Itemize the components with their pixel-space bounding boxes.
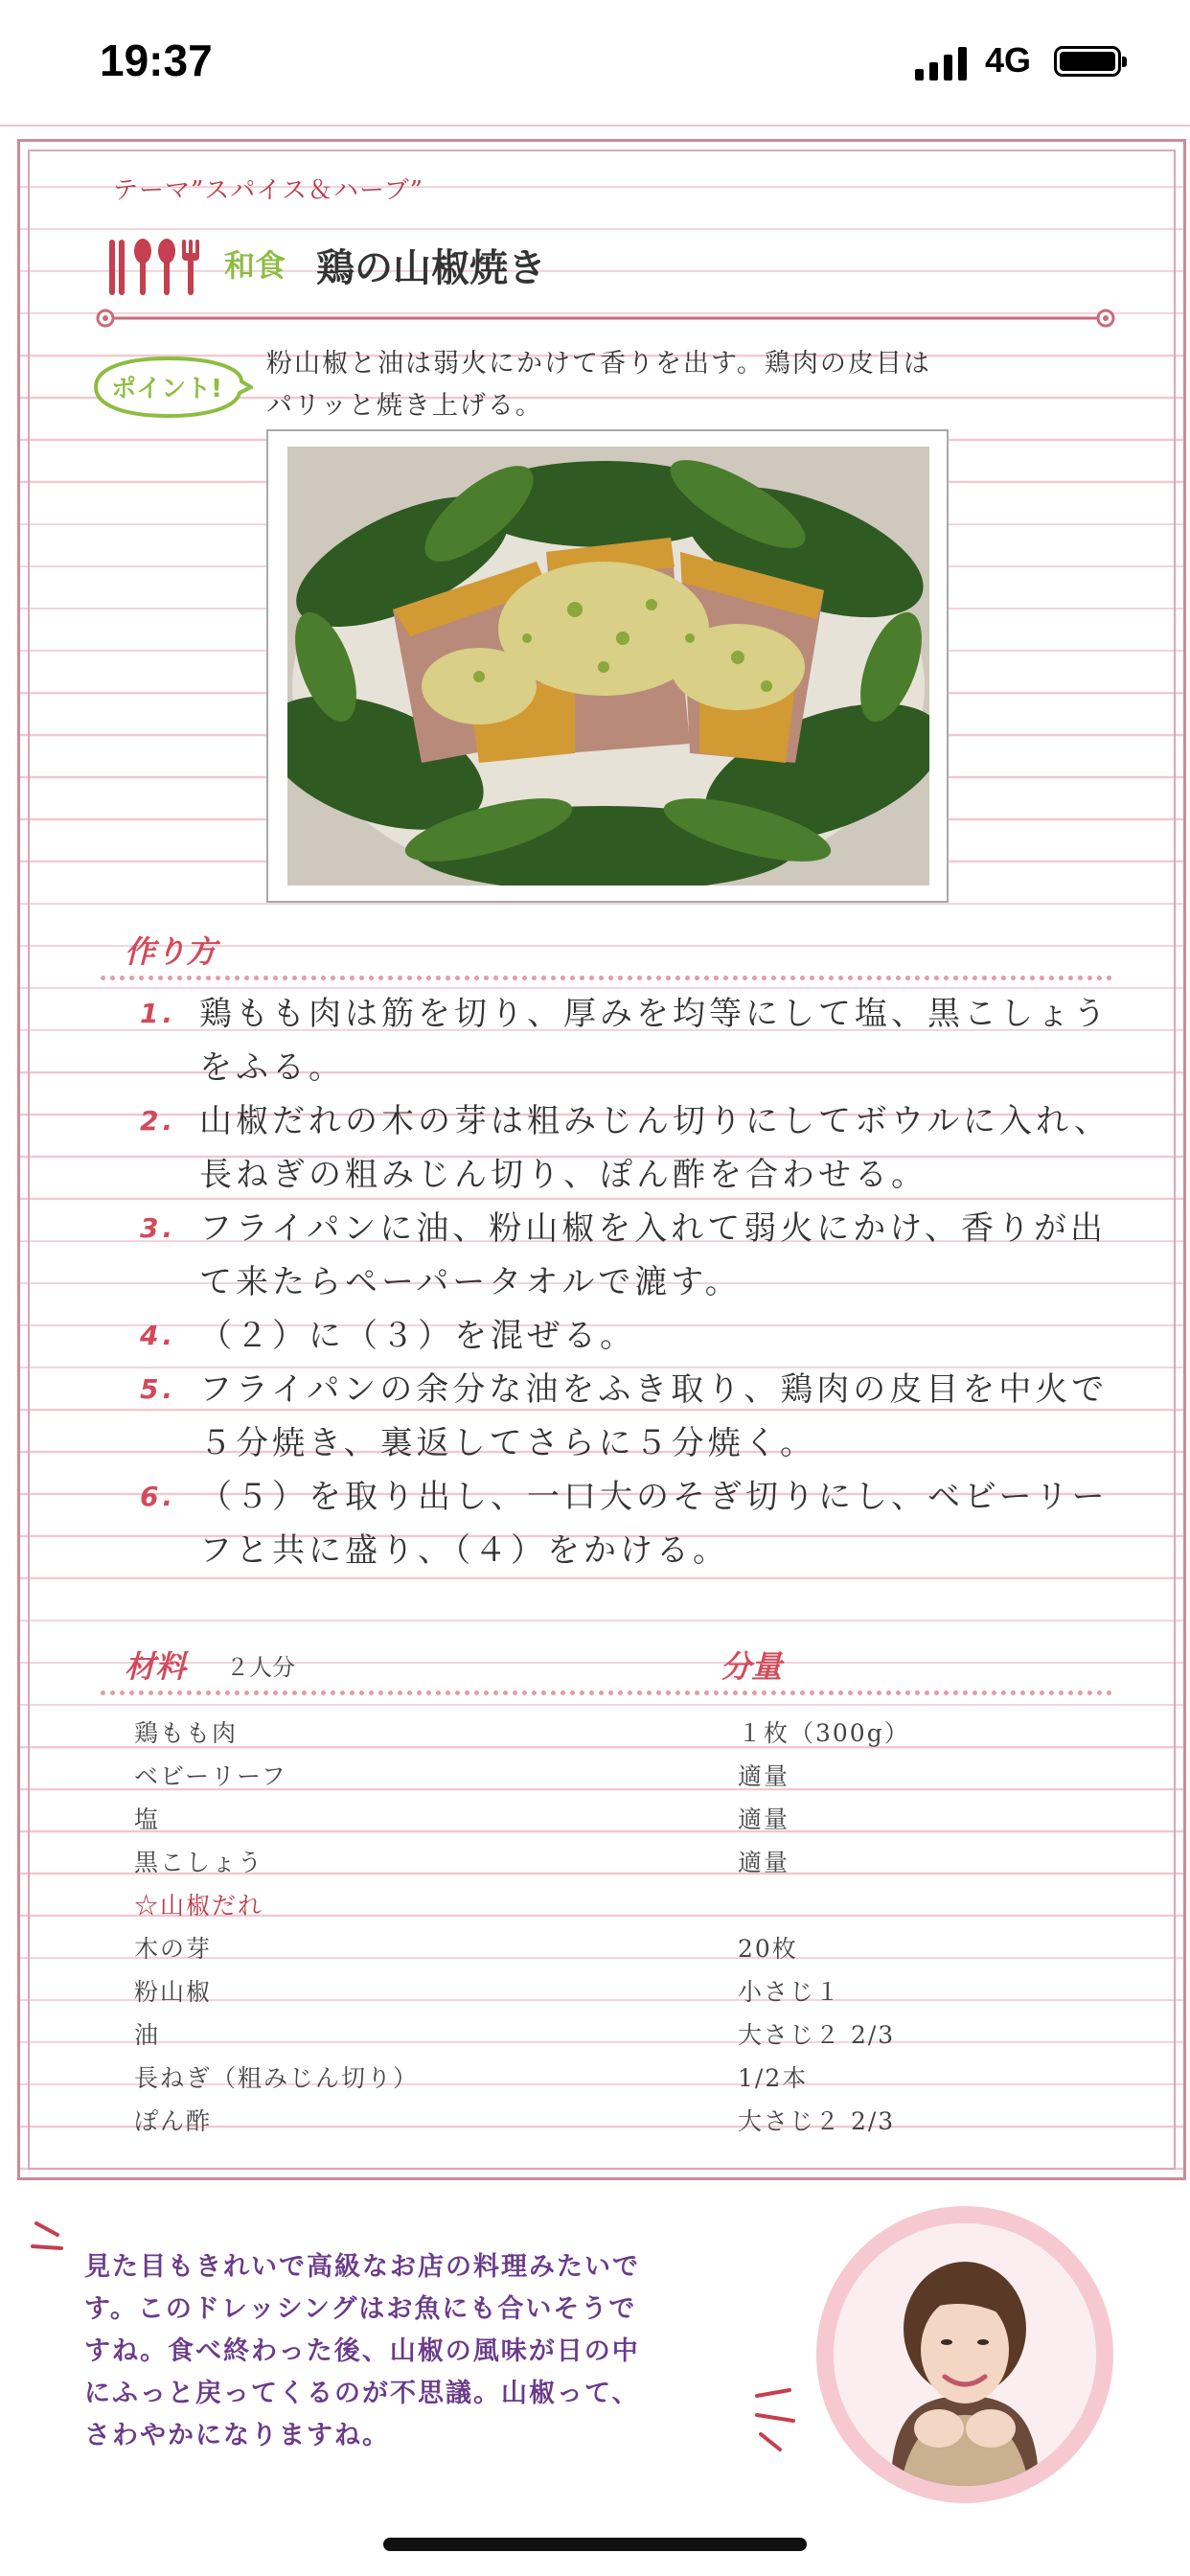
comment-line: すね。食べ終わった後、山椒の風味が日の中 bbox=[84, 2336, 640, 2366]
ingredient-name: 鶏もも肉 bbox=[134, 1719, 239, 1747]
ingredient-row bbox=[134, 2011, 996, 2054]
ingredient-amount: 適量 bbox=[738, 1806, 790, 1833]
ingredient-amount: 20枚 bbox=[738, 1935, 798, 1963]
utensils-icon bbox=[107, 238, 211, 297]
step-item bbox=[136, 1094, 1113, 1202]
step-number: 6. bbox=[140, 1481, 177, 1512]
step-text: フライパンの余分な油をふき取り、鶏肉の皮目を中火で５分焼き、裏返してさらに５分焼く。 bbox=[199, 1370, 1109, 1462]
ingredient-name: 黒こしょう bbox=[134, 1849, 264, 1876]
method-divider bbox=[101, 976, 1112, 980]
step-item bbox=[136, 1470, 1113, 1577]
step-number: 5. bbox=[140, 1373, 177, 1405]
divider bbox=[0, 125, 1190, 126]
accent-marks-icon bbox=[751, 2386, 805, 2453]
host-portrait bbox=[834, 2223, 1096, 2486]
step-item bbox=[136, 987, 1113, 1094]
method-heading: 作り方 bbox=[125, 933, 217, 970]
step-text: フライパンに油、粉山椒を入れて弱火にかけ、香りが出て来たらペーパータオルで漉す。 bbox=[199, 1209, 1107, 1301]
host-avatar bbox=[816, 2206, 1113, 2503]
dish-photo bbox=[287, 447, 929, 886]
ingredient-amount: 大さじ２ 2/3 bbox=[738, 2107, 896, 2135]
ingredient-name: 油 bbox=[134, 2021, 161, 2049]
ingredient-name: 長ねぎ（粗みじん切り） bbox=[134, 2064, 420, 2092]
ingredients-table bbox=[134, 1709, 996, 2140]
comment-line: 見た目もきれいで高級なお店の料理みたいで bbox=[84, 2252, 640, 2282]
step-number: 3. bbox=[140, 1212, 177, 1244]
title-divider bbox=[96, 304, 1115, 333]
status-time: 19:37 bbox=[100, 35, 213, 85]
network-type: 4G bbox=[985, 40, 1032, 80]
ingredient-row bbox=[134, 1838, 996, 1881]
ingredient-name: 粉山椒 bbox=[134, 1978, 213, 2006]
amount-heading: 分量 bbox=[721, 1648, 783, 1685]
page-title: 鶏の山椒焼き bbox=[316, 245, 546, 290]
cellular-signal-icon bbox=[915, 46, 969, 80]
step-number: 1. bbox=[140, 998, 177, 1029]
ingredient-amount: 大さじ２ 2/3 bbox=[738, 2021, 896, 2049]
ingredient-row bbox=[134, 1967, 996, 2011]
step-number: 4. bbox=[140, 1320, 177, 1351]
ingredient-amount: 適量 bbox=[738, 1762, 790, 1790]
ingredient-group-name: ☆山椒だれ bbox=[134, 1892, 264, 1920]
recipe-theme: テーマ”スパイス＆ハーブ” bbox=[113, 176, 424, 205]
step-item bbox=[136, 1309, 1113, 1363]
ingredients-divider bbox=[101, 1690, 1112, 1695]
ingredient-amount: 1/2本 bbox=[738, 2064, 809, 2092]
ingredient-name: 塩 bbox=[134, 1806, 161, 1833]
ingredient-row bbox=[134, 1752, 996, 1795]
step-item bbox=[136, 1363, 1113, 1470]
recipe-genre: 和食 bbox=[224, 247, 286, 284]
host-comment bbox=[84, 2246, 736, 2457]
ingredient-row bbox=[134, 2097, 996, 2140]
ingredient-name: ぽん酢 bbox=[134, 2107, 213, 2135]
step-text: 鶏もも肉は筋を切り、厚みを均等にして塩、黒こしょうをふる。 bbox=[199, 995, 1110, 1087]
point-badge bbox=[82, 353, 253, 422]
step-item bbox=[136, 1202, 1113, 1309]
ingredient-row bbox=[134, 1795, 996, 1838]
comment-line: さわやかになりますね。 bbox=[84, 2421, 390, 2450]
ingredient-name: 木の芽 bbox=[134, 1935, 213, 1963]
point-badge-label: ポイント! bbox=[111, 375, 222, 403]
ingredient-amount: 小さじ１ bbox=[738, 1978, 842, 2006]
step-text: （５）を取り出し、一口大のそぎ切りにし、ベビーリーフと共に盛り、（４）をかける。 bbox=[199, 1478, 1109, 1570]
ingredient-row bbox=[134, 1924, 996, 1967]
ingredient-name: ベビーリーフ bbox=[134, 1762, 287, 1790]
ingredient-row bbox=[134, 2054, 996, 2097]
home-indicator[interactable] bbox=[383, 2538, 807, 2551]
battery-icon bbox=[1054, 46, 1121, 77]
point-text: 粉山椒と油は弱火にかけて香りを出す。鶏肉の皮目はパリッと焼き上げる。 bbox=[266, 349, 931, 421]
comment-line: す。このドレッシングはお魚にも合いそうで bbox=[84, 2294, 637, 2324]
accent-marks-icon bbox=[29, 2214, 73, 2267]
ingredient-group-row bbox=[134, 1881, 996, 1924]
step-text: 山椒だれの木の芽は粗みじん切りにしてボウルに入れ、長ねぎの粗みじん切り、ぽん酢を合わせる。 bbox=[199, 1102, 1111, 1194]
servings-label: ２人分 bbox=[226, 1654, 295, 1681]
method-steps bbox=[136, 987, 1113, 1577]
dish-photo-frame bbox=[266, 429, 949, 903]
comment-line: にふっと戻ってくるのが不思議。山椒って、 bbox=[84, 2379, 640, 2408]
step-number: 2. bbox=[140, 1105, 177, 1137]
ingredient-amount: 適量 bbox=[738, 1849, 790, 1876]
ingredients-heading: 材料 bbox=[125, 1648, 187, 1685]
status-bar bbox=[0, 0, 1190, 125]
ingredient-amount: １枚（300g） bbox=[738, 1719, 910, 1747]
step-text: （２）に（３）を混ぜる。 bbox=[199, 1317, 636, 1355]
ingredient-row bbox=[134, 1709, 996, 1752]
